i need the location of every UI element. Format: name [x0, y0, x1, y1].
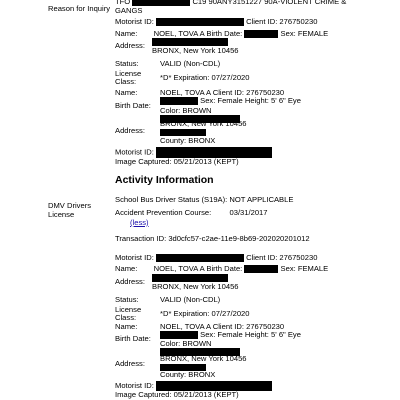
name2-value: NOEL, TOVA A Client ID: 276750230 [160, 88, 285, 97]
sex-inline: Sex: FEMALE [280, 264, 329, 273]
eye-color-2: Color: BROWN [160, 339, 212, 348]
motorist-id-label: Motorist ID: [115, 17, 154, 26]
license-class-value: *D* Expiration: 07/27/2020 [160, 73, 250, 82]
client-id: Client ID: 276750230 [246, 17, 318, 26]
tfo-line-2: GANGS [115, 6, 143, 15]
motorist-id-row-2 [115, 254, 317, 262]
tfo-suffix: C19 90ANY3151227 90A-VIOLENT CRIME & [192, 0, 347, 6]
sex-height: Sex: Female Height: 5' 6" Eye [200, 96, 301, 105]
address-city-2: BRONX, New York 10456 [152, 282, 239, 291]
birth-date-label-2: Birth Date: [115, 334, 151, 343]
status-value-2: VALID (Non-CDL) [160, 295, 221, 304]
name2-label: Name: [115, 88, 138, 97]
status-label: Status: [115, 59, 139, 68]
name-label: Name: [115, 29, 138, 38]
redaction-block [244, 265, 278, 273]
county: County: BRONX [160, 136, 216, 145]
motorist-id2-label: Motorist ID: [115, 381, 154, 390]
transaction-id: Transaction ID: 3d0cfc57-c2ae-11e9-8b69-202020201012 [115, 234, 310, 243]
redaction-block [156, 254, 244, 262]
name2-value-2: NOEL, TOVA A Client ID: 276750230 [160, 322, 285, 331]
accident-prevention-label: Accident Prevention Course: [115, 208, 212, 217]
county-2: County: BRONX [160, 370, 216, 379]
address-city: BRONX, New York 10456 [152, 46, 239, 55]
dmv-drivers-license-label: DMV Drivers License [48, 201, 92, 219]
name2-label-2: Name: [115, 322, 138, 331]
eye-color: Color: BROWN [160, 106, 212, 115]
name-value: NOEL, TOVA A [153, 264, 205, 273]
name-label: Name: [115, 264, 138, 273]
address2-label-2: Address: [115, 359, 145, 368]
activity-heading: Activity Information [115, 174, 214, 186]
address2-label: Address: [115, 126, 145, 135]
reason-for-inquiry-label: Reason for Inquiry [48, 4, 111, 13]
redaction-block [156, 18, 244, 26]
license-class-label: License Class: [115, 69, 142, 87]
name-value: NOEL, TOVA A [153, 29, 205, 38]
redaction-block [152, 274, 228, 282]
image-captured-2: Image Captured: 05/21/2013 (KEPT) [115, 390, 239, 399]
tfo-line [115, 0, 346, 6]
address2-city: BRONX, New York 10456 [160, 119, 247, 128]
redaction-block [244, 30, 278, 38]
redaction-block [132, 0, 190, 6]
image-captured: Image Captured: 05/21/2013 (KEPT) [115, 157, 239, 166]
sex-inline: Sex: FEMALE [280, 29, 329, 38]
birth-date-inline-label: Birth Date: [206, 29, 243, 38]
redaction-block [152, 38, 228, 46]
sex-height: Sex: Female Height: 5' 6" Eye [200, 330, 301, 339]
school-bus-status: School Bus Driver Status (S19A): NOT APPLICABLE [115, 195, 294, 204]
redaction-block [160, 97, 198, 105]
status-value: VALID (Non-CDL) [160, 59, 221, 68]
accident-prevention-row [115, 209, 268, 217]
status-label-2: Status: [115, 295, 139, 304]
name-row-2 [115, 265, 328, 273]
client-id: Client ID: 276750230 [246, 253, 318, 262]
motorist-id-row [115, 18, 317, 26]
redaction-block [160, 129, 206, 136]
license-class-value-2: *D* Expiration: 07/27/2020 [160, 309, 250, 318]
birth-date-label: Birth Date: [115, 101, 151, 110]
license-class-label-2: License Class: [115, 305, 142, 323]
accident-prevention-date: 03/31/2017 [229, 208, 268, 217]
birth-date-inline-label: Birth Date: [206, 264, 243, 273]
less-link[interactable]: (less) [130, 218, 149, 227]
address-label-2: Address: [115, 277, 145, 286]
address-label: Address: [115, 41, 145, 50]
redaction-block [160, 331, 198, 339]
motorist-id-label: Motorist ID: [115, 253, 154, 262]
birth-date-row [160, 97, 301, 105]
motorist-id2-label: Motorist ID: [115, 147, 154, 157]
address2-city-2: BRONX, New York 10456 [160, 354, 247, 363]
tfo-prefix: TFO [115, 0, 131, 6]
